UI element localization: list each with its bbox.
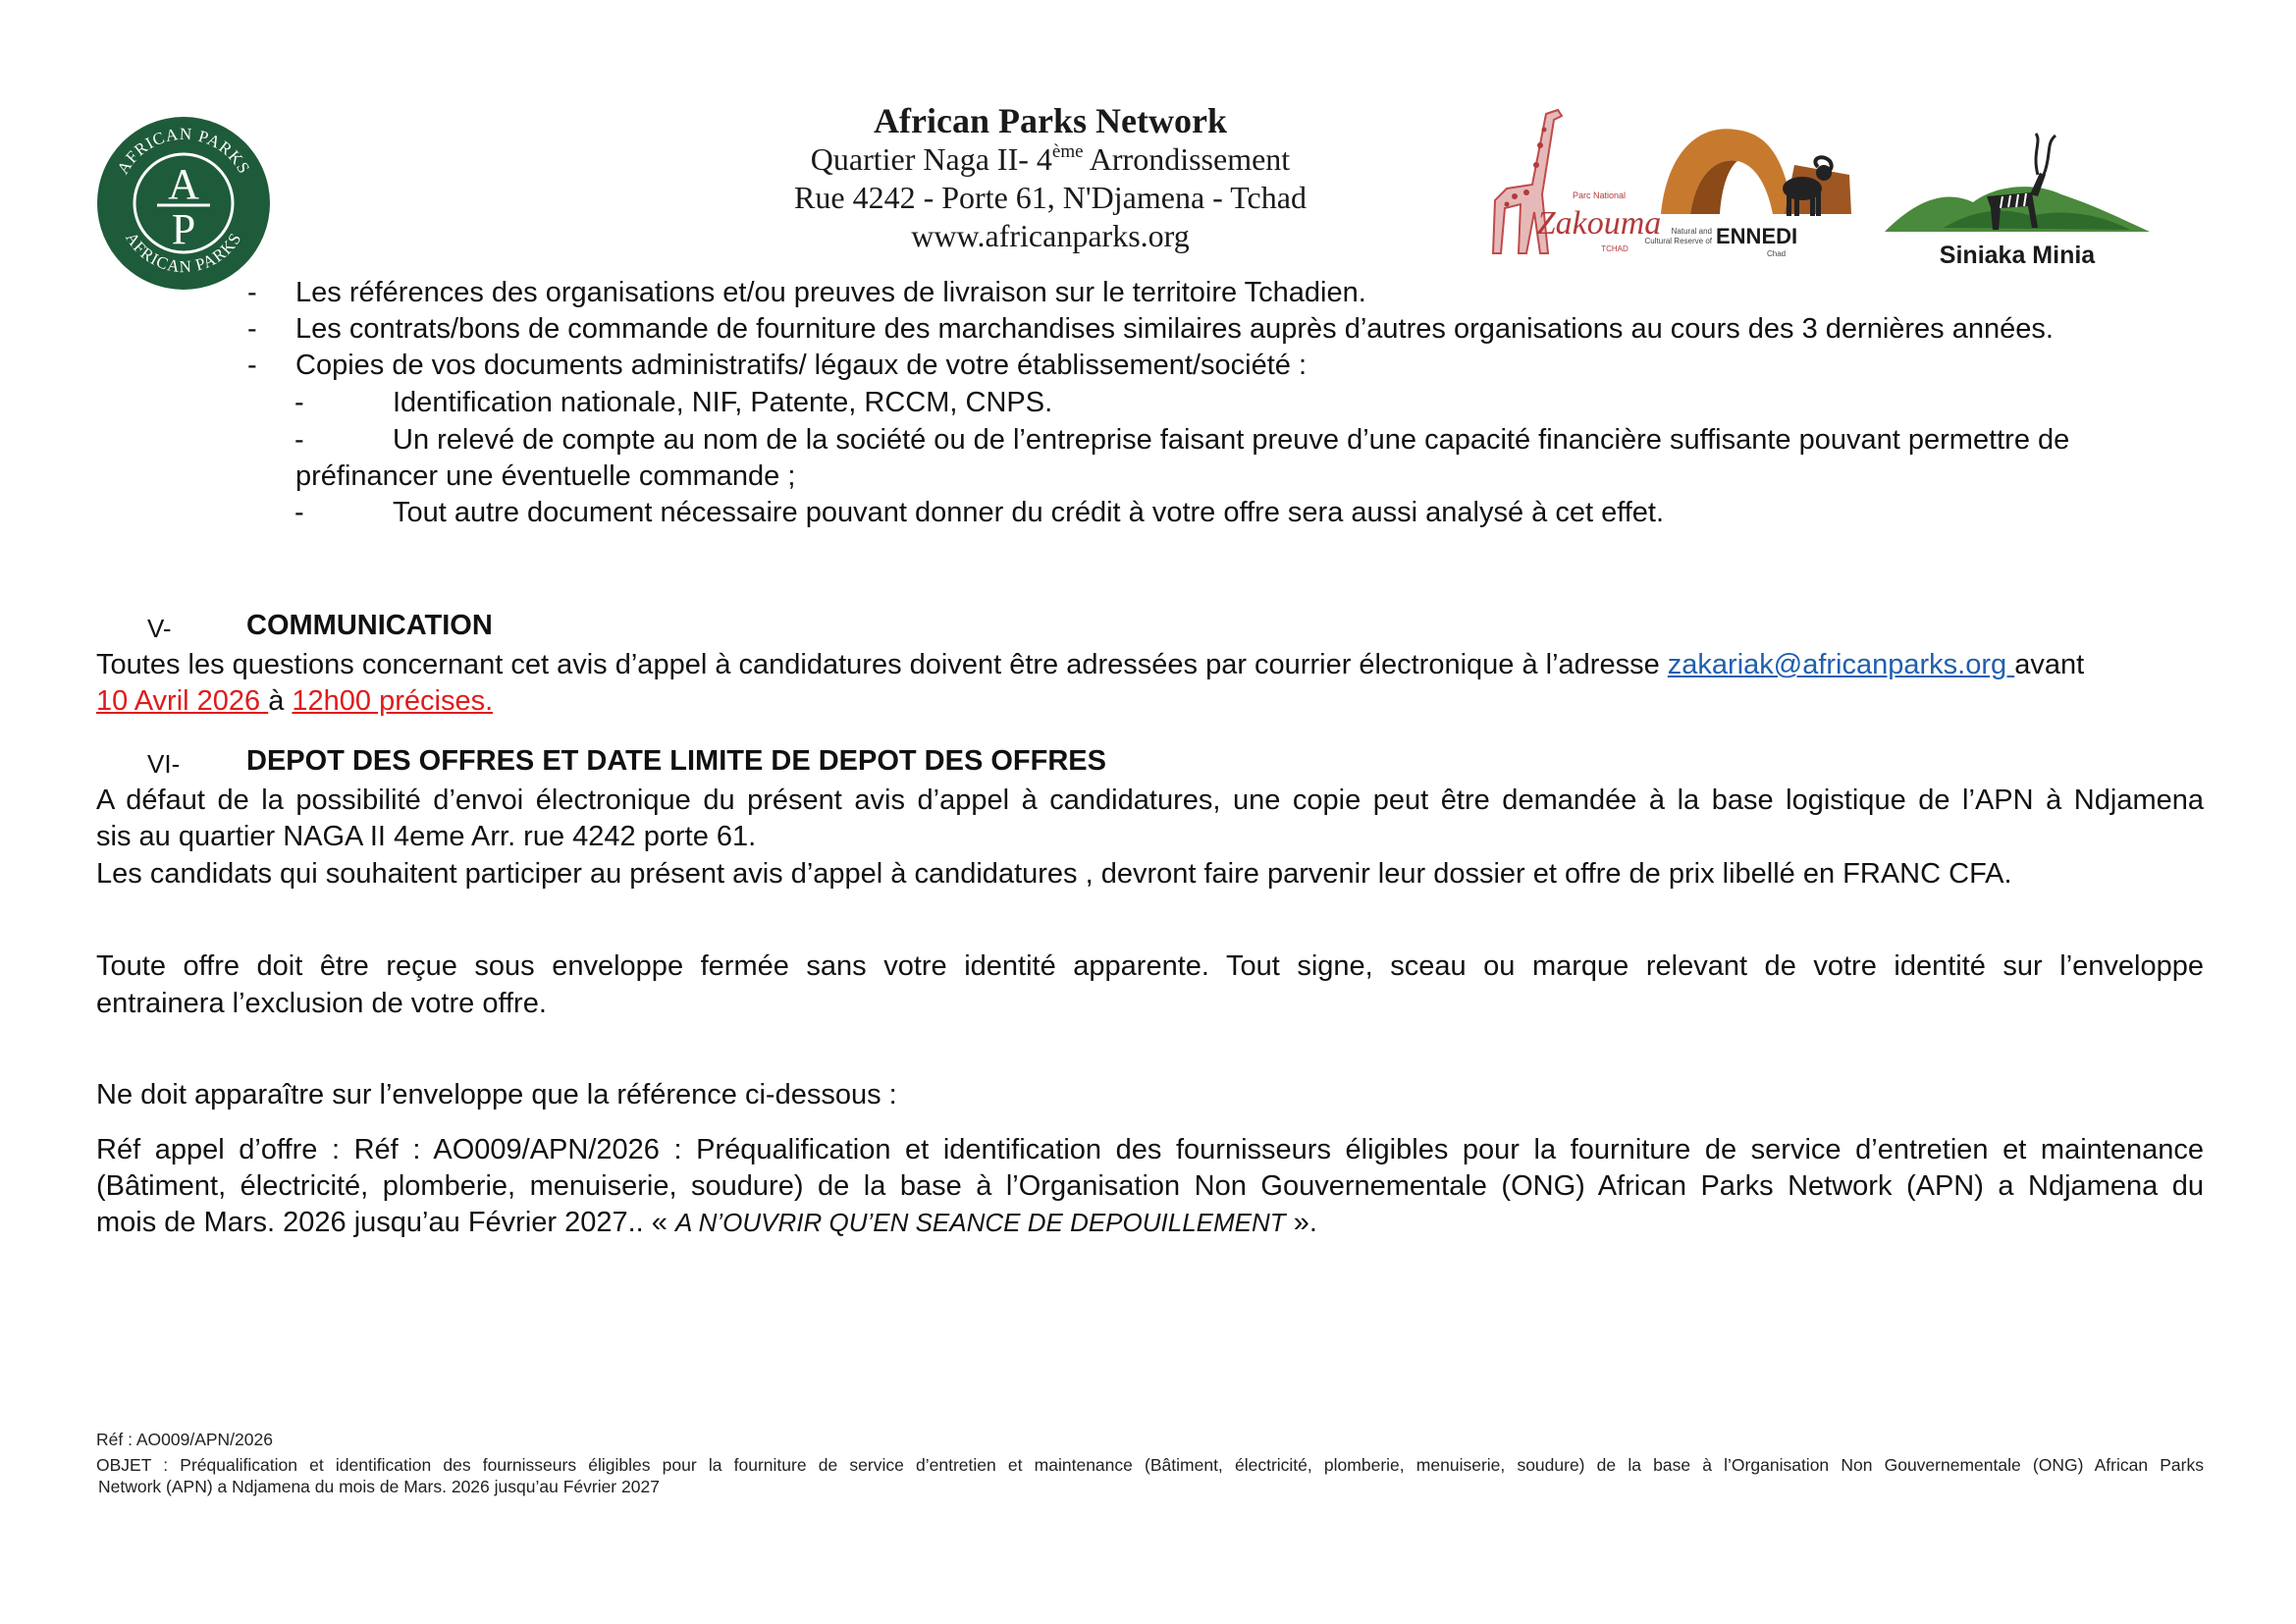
ennedi-logo [1644,116,1853,263]
reference-line-2: (Bâtiment, électricité, plomberie, menuiserie, soudure) de la base à l’Organisation Non Gouvernementale (ONG) African Parks Network (APN) a Ndjamena du [96,1170,2204,1202]
depot-paragraph-3-line-2: entrainera l’exclusion de votre offre. [96,988,547,1019]
sub-list-item: Un relevé de compte au nom de la société ou de l’entreprise faisant preuve d’une capacité financière suffisante pouvant permettre de [393,424,2070,456]
logo-letter-a: A [168,160,199,208]
deadline-date: 10 Avril 2026 [96,685,269,717]
depot-paragraph-2: Les candidats qui souhaitent participer au présent avis d’appel à candidatures , devront faire parvenir leur dossier et offre de prix libellé en FRANC CFA. [96,858,2012,890]
section-title: DEPOT DES OFFRES ET DATE LIMITE DE DEPOT DES OFFRES [246,745,1106,777]
email-link[interactable]: zakariak@africanparks.org [1667,649,2015,680]
footer-objet-line-2: Network (APN) a Ndjamena du mois de Mars. 2026 jusqu’au Février 2027 [98,1477,660,1496]
ennedi-country: Chad [1767,249,1787,258]
ennedi-name: ENNEDI [1716,224,1798,248]
siniaka-name: Siniaka Minia [1939,242,2096,269]
african-parks-logo [96,116,271,291]
reference-line-1: Réf appel d’offre : Réf : AO009/APN/2026 : Préqualification et identification des fournisseurs éligibles pour la fourniture de service d’entretien et maintenance [96,1134,2204,1165]
sub-list-item: Tout autre document nécessaire pouvant donner du crédit à votre offre sera aussi analysé à cet effet. [393,497,1665,528]
section-number: VI- [147,749,181,779]
zakouma-logo [1477,106,1662,268]
communication-line-1: Toutes les questions concernant cet avis d’appel à candidatures doivent être adressées par courrier électronique à l’adresse zakariak@africanparks.org avant [96,649,2085,680]
logo-arc-bottom: AFRICAN PARKS [122,229,245,277]
website: www.africanparks.org [911,218,1190,253]
address-line-2: Rue 4242 - Porte 61, N'Djamena - Tchad [794,180,1307,215]
org-name: African Parks Network [874,101,1227,140]
list-item: Copies de vos documents administratifs/ légaux de votre établissement/société : [295,350,1308,381]
address-line-1: Quartier Naga II- 4ème Arrondissement [810,141,1291,177]
section-number: V- [147,614,172,643]
section-title: COMMUNICATION [246,610,493,641]
org-address-block [746,102,1355,255]
dash: - [294,497,304,528]
list-item: Les contrats/bons de commande de fourniture des marchandises similaires auprès d’autres organisations au cours des 3 dernières années. [295,313,2054,345]
ennedi-small-1: Natural and [1671,227,1712,236]
ennedi-small-2: Cultural Reserve of [1644,237,1712,245]
siniaka-minia-logo [1885,134,2150,271]
zakouma-small: Parc National [1572,190,1627,200]
dash: - [247,350,257,381]
sub-list-item-continued: préfinancer une éventuelle commande ; [295,460,796,492]
footer-objet-line-1: OBJET : Préqualification et identification des fournisseurs éligibles pour la fourniture de service d’entretien et maintenance (Bâtiment, électricité, plomberie, menuiserie, soudure) de la base à l’Organisation Non Gouvernementale (ONG) African Parks [96,1455,2204,1475]
logo-arc-top: AFRICAN PARKS [113,124,254,178]
communication-line-2: 10 Avril 2026 à 12h00 précises. [96,685,494,717]
sub-list-item: Identification nationale, NIF, Patente, RCCM, CNPS. [393,387,1053,418]
dash: - [247,277,257,308]
depot-paragraph-4: Ne doit apparaître sur l’enveloppe que la référence ci-dessous : [96,1079,897,1110]
depot-paragraph-1-line-1: A défaut de la possibilité d’envoi électronique du présent avis d’appel à candidatures, une copie peut être demandée à la base logistique de l’APN à Ndjamena [96,785,2204,816]
dash: - [294,424,304,456]
reference-line-3: mois de Mars. 2026 jusqu’au Février 2027.. « A N’OUVRIR QU’EN SEANCE DE DEPOUILLEMENT ». [96,1207,1317,1238]
dash: - [247,313,257,345]
depot-paragraph-1-line-2: sis au quartier NAGA II 4eme Arr. rue 4242 porte 61. [96,821,757,852]
dash: - [294,387,304,418]
reference-instruction: A N’OUVRIR QU’EN SEANCE DE DEPOUILLEMENT [674,1208,1286,1237]
zakouma-country: TCHAD [1601,244,1629,253]
footer-ref: Réf : AO009/APN/2026 [96,1430,273,1449]
deadline-time: 12h00 précises. [292,685,494,717]
depot-paragraph-3-line-1: Toute offre doit être reçue sous enveloppe fermée sans votre identité apparente. Tout signe, sceau ou marque relevant de votre identité sur l’enveloppe [96,950,2204,982]
list-item: Les références des organisations et/ou preuves de livraison sur le territoire Tchadien. [295,277,1366,308]
logo-letter-p: P [171,205,196,253]
zakouma-name: Zakouma [1536,205,1662,242]
